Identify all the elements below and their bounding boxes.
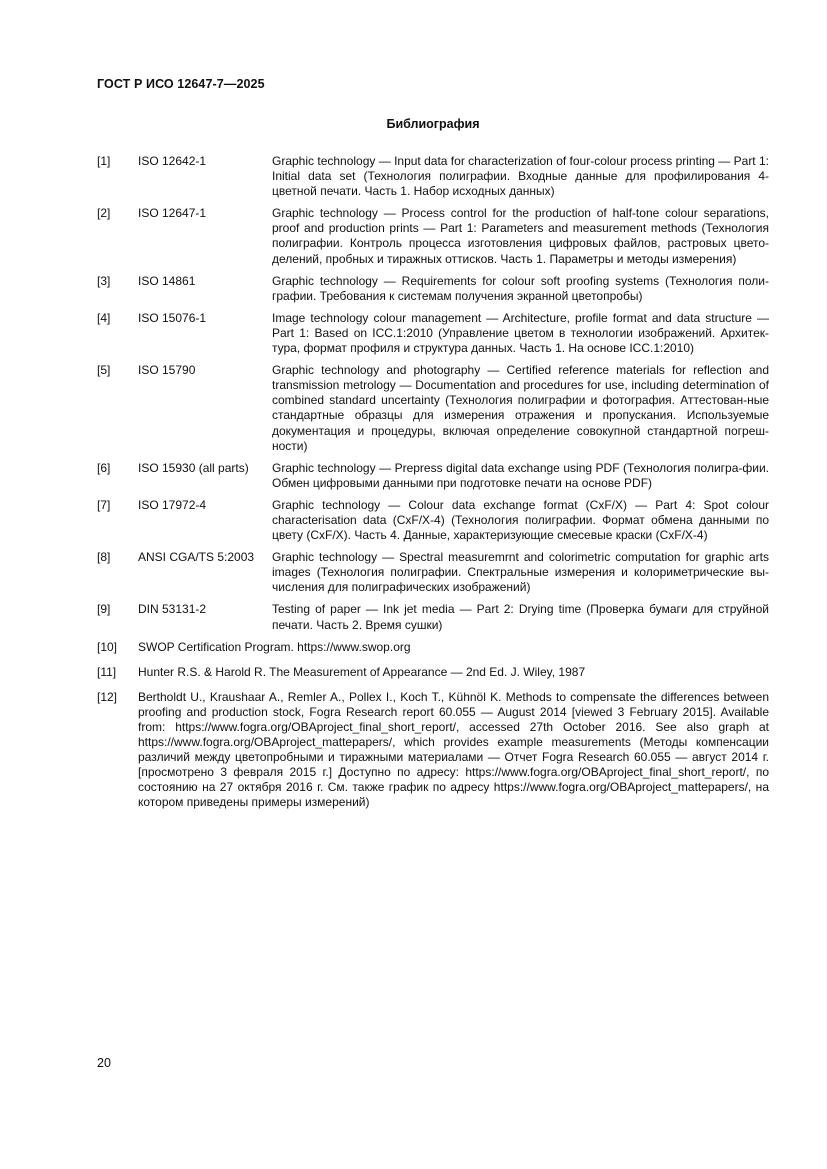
bibliography-entry (97, 550, 769, 595)
bibliography-entry (97, 274, 769, 304)
entry-code: ISO 15930 (all parts) (138, 460, 249, 475)
entry-number: [3] (97, 273, 111, 288)
page-number: 20 (97, 1056, 111, 1070)
entry-number: [11] (97, 664, 117, 679)
bibliography-entry (97, 311, 769, 356)
bibliography-entry (97, 602, 769, 632)
entry-code: ISO 12647-1 (138, 206, 207, 221)
entry-text: Graphic technology — Requirements for colour soft proofing systems (Технология поли-графии. Требования к системам получения экранной цветопробы) (272, 273, 769, 303)
entry-number: [12] (97, 689, 118, 704)
entry-text: Bertholdt U., Kraushaar A., Remler A., Pollex I., Koch T., Kühnöl K. Methods to compensate the differences between proofing and production stock, Fogra Research report 60.055 — August 2014 [viewed 3 February 2015]. Available from: https://www.fogra.org/OBAproject_final_short_report/, accessed 27th October 2016. See also graph at https://www.fogra.org/OBAproject_mattepapers/, which provides example measurements (Методы компенсации различий между цветопробными и тиражными материалами — Отчет Fogra Research 60.055 — август 2014 г. [просмотрено 3 февраля 2015 г.] Доступно по адресу: https://www.fogra.org/OBAproject_final_short_report/, по состоянию на 27 октября 2016 г. См. также график по адресу https://www.fogra.org/OBAproject_mattepapers/, на котором приведены примеры измерений) (138, 689, 769, 810)
entry-number: [10] (97, 639, 118, 654)
bibliography-entry (97, 640, 769, 655)
bibliography-list (97, 154, 769, 811)
entry-code: ISO 12642-1 (138, 154, 207, 168)
bibliography-entry (97, 461, 769, 491)
entry-text: Graphic technology — Colour data exchange format (CxF/X) — Part 4: Spot colour characterisation data (CxF/X-4) (Технология полиграфии. Формат обмена данными по цвету (CxF/X). Часть 4. Данные, характеризующие смесевые краски (CxF/X-4) (272, 497, 769, 543)
bibliography-entry (97, 498, 769, 543)
entry-number: [5] (97, 363, 111, 378)
entry-code: ISO 15790 (138, 363, 196, 378)
entry-text: Graphic technology — Input data for characterization of four-colour process printing — Part 1: Initial data set (Технология полиграфии. Входные данные для профилирования 4-цветной печати. Часть 1. Набор исходных данных) (272, 154, 769, 199)
entry-text: Graphic technology — Prepress digital data exchange using PDF (Технология полигра-фии. Обмен цифровыми данными при подготовке печати на основе PDF) (272, 460, 769, 490)
entry-code: ISO 15076-1 (138, 310, 207, 325)
bibliography-entry (97, 206, 769, 266)
entry-number: [2] (97, 206, 111, 221)
entry-text: Graphic technology — Spectral measuremrnt and colorimetric computation for graphic arts images (Технология полиграфии. Спектральные измерения и колориметрические вы-числения для полиграфических изображений) (272, 550, 769, 595)
entry-code: DIN 53131-2 (138, 602, 207, 617)
entry-text: Image technology colour management — Architecture, profile format and data structure — Part 1: Based on ICC.1:2010 (Управление цветом в технологии изображений. Архитек-тура, формат профиля и структура данных. Часть 1. На основе ICC.1:2010) (272, 310, 769, 356)
entry-number: [7] (97, 497, 111, 512)
entry-code: ISO 14861 (138, 273, 196, 288)
entry-text: SWOP Certification Program. https://www.swop.org (138, 639, 411, 654)
entry-code: ANSI CGA/TS 5:2003 (138, 550, 255, 565)
entry-number: [1] (97, 154, 111, 168)
entry-number: [8] (97, 550, 111, 565)
entry-number: [9] (97, 602, 111, 617)
bibliography-entry (97, 665, 769, 680)
section-title: Библиография (386, 117, 480, 131)
entry-text: Testing of paper — Ink jet media — Part 2: Drying time (Проверка бумаги для струйной печати. Часть 2. Время сушки) (272, 602, 769, 632)
entry-text: Graphic technology — Process control for the production of half-tone colour separations, proof and production prints — Part 1: Parameters and measurement methods (Технология полиграфии. Контроль процесса изготовления цифровых файлов, растровых цвето-делений, пробных и тиражных оттисков. Часть 1. Параметры и методы измерения) (272, 206, 769, 266)
entry-text: Graphic technology and photography — Certified reference materials for reflection and transmission metrology — Documentation and procedures for use, including determination of combined standard uncertainty (Технология полиграфии и фотография. Аттестован-ные стандартные образцы для измерения отражения и пропускания. Используемые документация и процедуры, включая определение совокупной стандартной погреш-ности) (272, 363, 769, 453)
entry-text: Hunter R.S. & Harold R. The Measurement of Appearance — 2nd Ed. J. Wiley, 1987 (138, 664, 586, 679)
entry-code: ISO 17972-4 (138, 497, 207, 512)
bibliography-entry (97, 363, 769, 454)
document-header-id: ГОСТ Р ИСО 12647-7—2025 (97, 77, 265, 91)
entry-number: [6] (97, 460, 111, 475)
entry-number: [4] (97, 310, 111, 325)
bibliography-entry (97, 690, 769, 811)
bibliography-entry (97, 154, 769, 199)
